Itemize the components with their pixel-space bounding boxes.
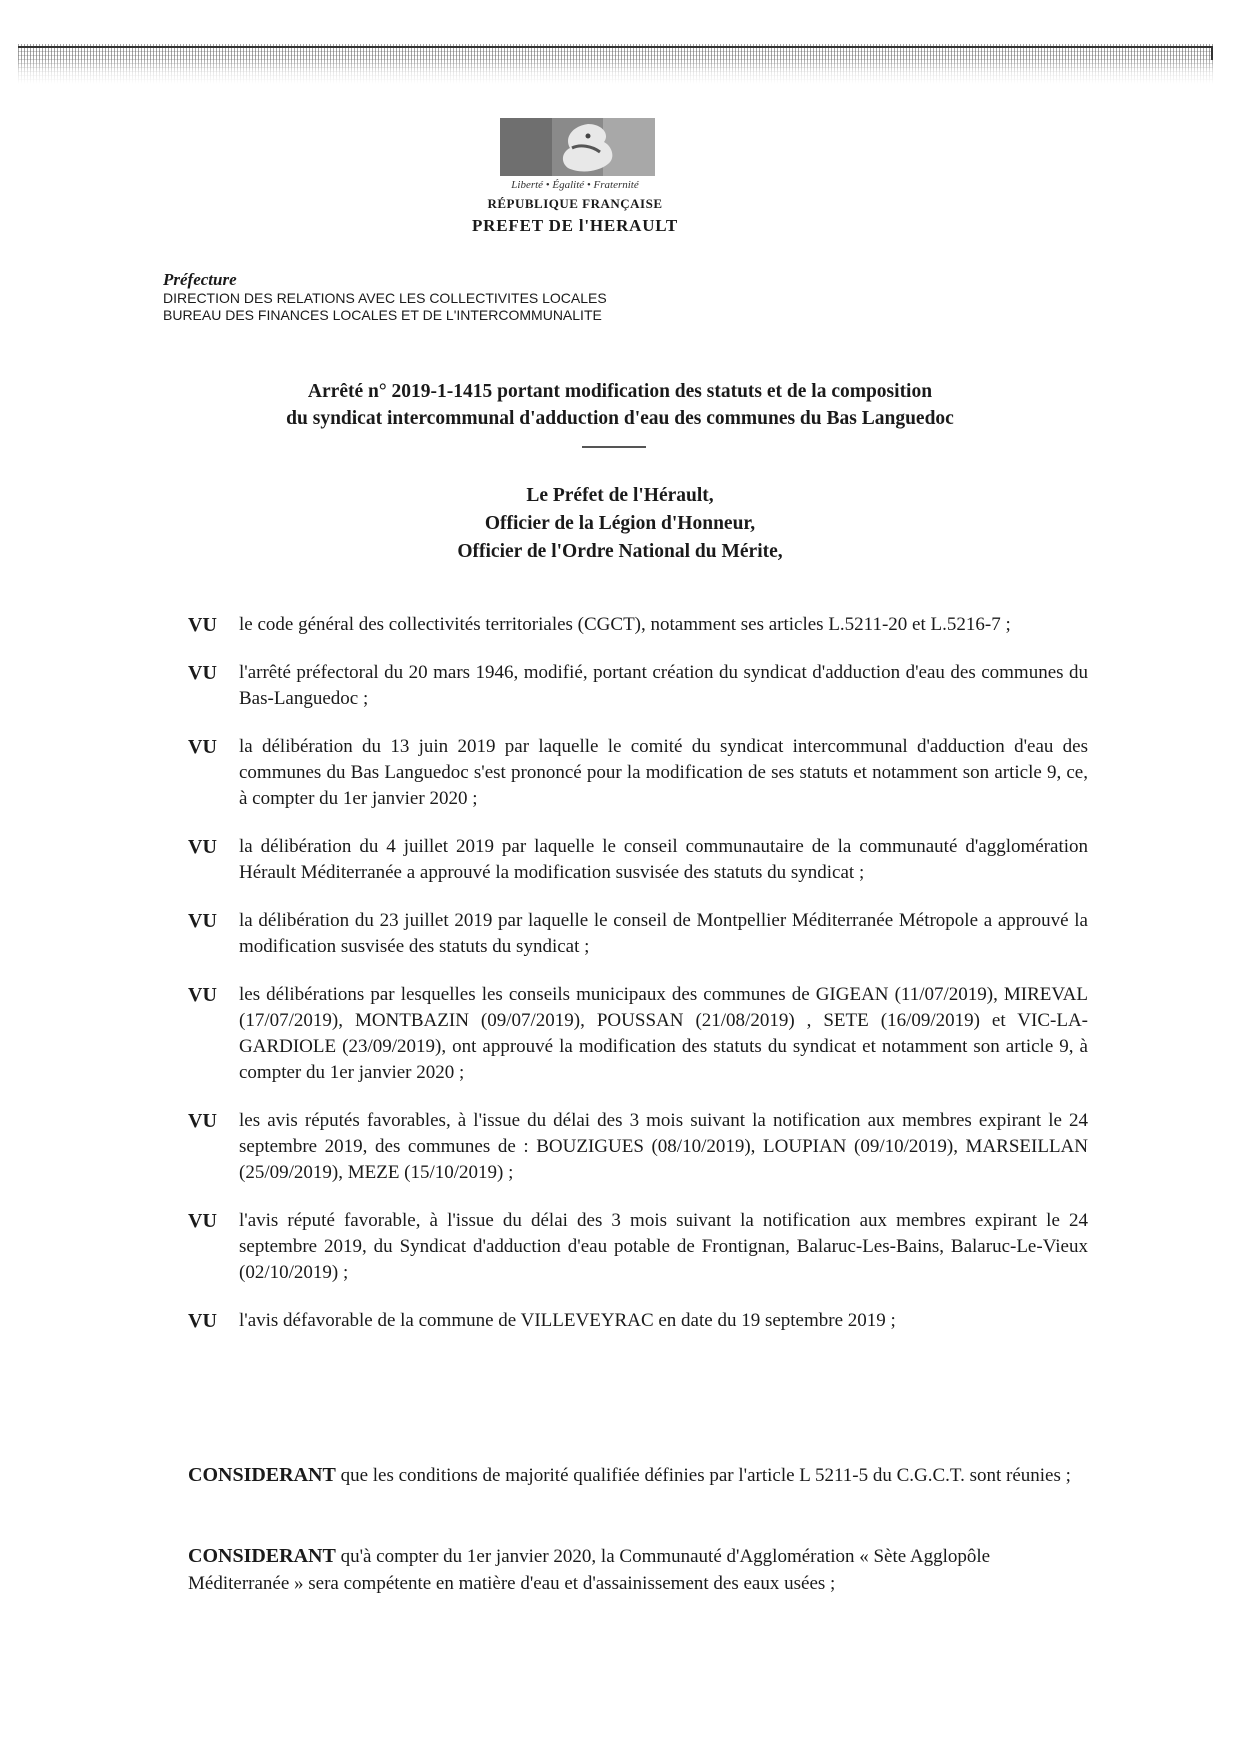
visa-text: les délibérations par lesquelles les conseils municipaux des communes de GIGEAN (11/07/2019), MIREVAL (17/07/2019), MONTBAZIN (09/07/2019), POUSSAN (21/08/2019) , SETE (16/09/2019) et VIC-LA- GARDIOLE (23/09/2019), ont approuvé la modification des statuts du syndicat et notamment son article 9, à compter du 1er janvier 2020 ;: [239, 984, 1088, 1083]
arrete-title: [120, 378, 1120, 432]
visa-keyword: VU: [188, 836, 217, 858]
scan-noise-band: [18, 44, 1213, 84]
visa-keyword: VU: [188, 1310, 217, 1332]
scan-edge-tick: [1211, 46, 1213, 60]
visa-text: l'avis défavorable de la commune de VILLEVEYRAC en date du 19 septembre 2019 ;: [239, 1310, 896, 1331]
visa-text: la délibération du 4 juillet 2019 par laquelle le conseil communautaire de la communauté d'agglomération Hérault Méditerranée a approuvé la modification susvisée des statuts du syndicat ;: [239, 836, 1088, 883]
considerant-text: que les conditions de majorité qualifiée définies par l'article L 5211-5 du C.G.C.T. sont réunies ;: [340, 1465, 1071, 1486]
visa-keyword: VU: [188, 984, 217, 1006]
prefet-title-line: Officier de la Légion d'Honneur,: [484, 513, 756, 534]
arrete-title-line: Arrêté n° 2019-1-1415 portant modification des statuts et de la composition: [307, 381, 933, 402]
republic-name: RÉPUBLIQUE FRANÇAISE: [487, 196, 663, 211]
visa-item: [188, 612, 1088, 638]
visa-keyword: VU: [188, 736, 217, 758]
visa-text: l'arrêté préfectoral du 20 mars 1946, modifié, portant création du syndicat d'adduction d'eau des communes du Bas-Languedoc ;: [239, 662, 1088, 709]
visa-keyword: VU: [188, 662, 217, 684]
visa-item: [188, 1208, 1088, 1286]
visa-text: l'avis réputé favorable, à l'issue du délai des 3 mois suivant la notification aux membres expirant le 24 septembre 2019, du Syndicat d'adduction d'eau potable de Frontignan, Balaruc-Les-Bains, Balaruc-Le-Vieux (02/10/2019) ;: [239, 1210, 1088, 1283]
direction-label: DIRECTION DES RELATIONS AVEC LES COLLECTIVITES LOCALES: [163, 290, 607, 306]
scan-edge-line: [18, 46, 1213, 48]
issuing-service: [163, 270, 863, 324]
prefet-titles: [320, 482, 920, 566]
prefecture-label: Préfecture: [163, 270, 237, 289]
visa-item: [188, 908, 1088, 960]
visa-keyword: VU: [188, 1110, 217, 1132]
visa-item: [188, 734, 1088, 812]
visa-item: [188, 1108, 1088, 1186]
visa-keyword: VU: [188, 910, 217, 932]
visa-list: [188, 612, 1088, 1356]
visa-item: [188, 834, 1088, 886]
considerant-keyword: CONSIDERANT: [188, 1545, 336, 1567]
visa-item: [188, 982, 1088, 1086]
considerant-item: [188, 1543, 1088, 1597]
visa-item: [188, 660, 1088, 712]
visa-item: [188, 1308, 1088, 1334]
prefecture-name: PREFET DE l'HERAULT: [471, 216, 679, 235]
prefet-title-line: Le Préfet de l'Hérault,: [526, 485, 714, 506]
visa-keyword: VU: [188, 614, 217, 636]
considerant-keyword: CONSIDERANT: [188, 1464, 336, 1486]
considerant-text: qu'à compter du 1er janvier 2020, la Communauté d'Agglomération « Sète Agglopôle Méditerranée » sera compétente en matière d'eau et d'assainissement des eaux usées ;: [188, 1546, 991, 1594]
visa-text: la délibération du 13 juin 2019 par laquelle le comité du syndicat intercommunal d'adduction d'eau des communes du Bas Languedoc s'est prononcé pour la modification de ses statuts et notamment son article 9, ce, à compter du 1er janvier 2020 ;: [239, 736, 1088, 809]
considerant-item: [188, 1462, 1088, 1489]
prefet-title-line: Officier de l'Ordre National du Mérite,: [457, 541, 783, 562]
marianne-emblem-icon: [500, 118, 655, 176]
visa-text: la délibération du 23 juillet 2019 par laquelle le conseil de Montpellier Méditerranée Métropole a approuvé la modification susvisée des statuts du syndicat ;: [239, 910, 1088, 957]
title-separator: [582, 446, 646, 448]
visa-text: le code général des collectivités territoriales (CGCT), notamment ses articles L.5211-20 et L.5216-7 ;: [239, 614, 1011, 635]
republic-motto: Liberté • Égalité • Fraternité: [511, 179, 639, 191]
arrete-title-line: du syndicat intercommunal d'adduction d'eau des communes du Bas Languedoc: [286, 408, 954, 429]
bureau-label: BUREAU DES FINANCES LOCALES ET DE L'INTERCOMMUNALITE: [163, 307, 602, 323]
visa-text: les avis réputés favorables, à l'issue du délai des 3 mois suivant la notification aux membres expirant le 24 septembre 2019, des communes de : BOUZIGUES (08/10/2019), LOUPIAN (09/10/2019), MARSEILLAN (25/09/2019), MEZE (15/10/2019) ;: [239, 1110, 1088, 1183]
visa-keyword: VU: [188, 1210, 217, 1232]
